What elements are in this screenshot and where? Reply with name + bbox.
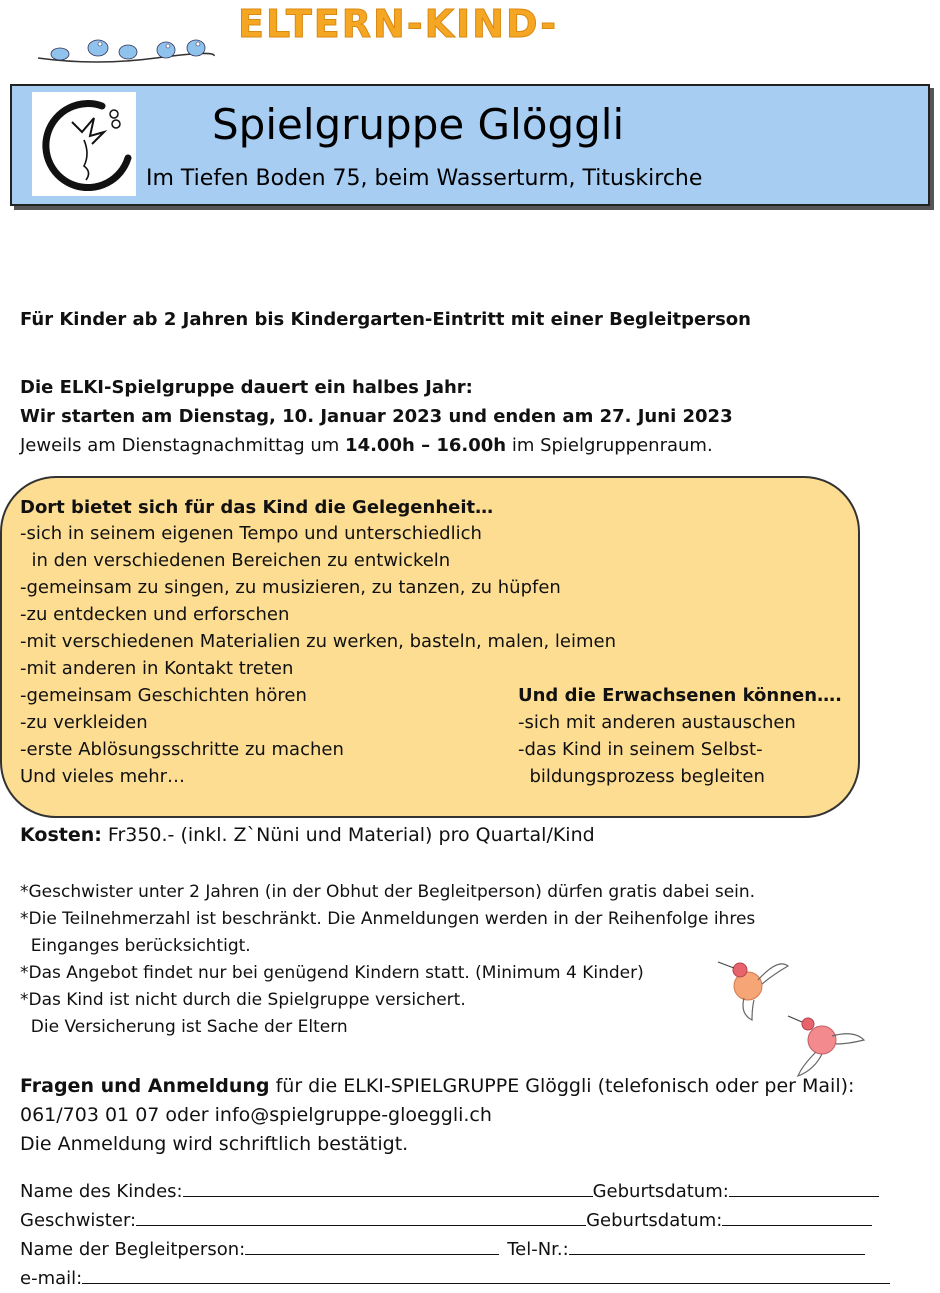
confirmation-text: Die Anmeldung wird schriftlich bestätigt. xyxy=(20,1133,409,1155)
child-item: -mit anderen in Kontakt treten xyxy=(20,658,294,679)
header-box xyxy=(10,84,930,206)
costs: Kosten: Fr350.- (inkl. Z`Nüni und Material) pro Quartal/Kind xyxy=(20,824,595,846)
note: *Das Kind ist nicht durch die Spielgruppe versichert. xyxy=(20,990,466,1010)
child-item: -mit verschiedenen Materialien zu werken, basteln, malen, leimen xyxy=(20,631,617,652)
note: Die Versicherung ist Sache der Eltern xyxy=(20,1017,348,1037)
child-item: in den verschiedenen Bereichen zu entwickeln xyxy=(20,550,451,571)
form-row-email xyxy=(20,1265,890,1293)
siblings-birthdate-field[interactable] xyxy=(722,1207,872,1226)
child-name-label: Name des Kindes: xyxy=(20,1181,183,1202)
logo xyxy=(32,92,136,196)
child-item: Und vieles mehr… xyxy=(20,766,186,787)
phone-label: Tel-Nr.: xyxy=(507,1239,569,1260)
birthdate-label: Geburtsdatum: xyxy=(592,1181,729,1202)
form-row-siblings xyxy=(20,1207,872,1235)
form-row-child xyxy=(20,1178,879,1206)
siblings-field[interactable] xyxy=(136,1207,586,1226)
email-field[interactable] xyxy=(82,1265,890,1284)
address: Im Tiefen Boden 75, beim Wasserturm, Tituskirche xyxy=(146,166,703,191)
note: *Geschwister unter 2 Jahren (in der Obhut der Begleitperson) dürfen gratis dabei sein. xyxy=(20,882,756,902)
email-label: e-mail: xyxy=(20,1268,83,1289)
contact-heading: Fragen und Anmeldung für die ELKI-SPIELGRUPPE Glöggli (telefonisch oder per Mail): xyxy=(20,1075,855,1097)
child-item: -gemeinsam zu singen, zu musizieren, zu tanzen, zu hüpfen xyxy=(20,577,561,598)
adult-item: -das Kind in seinem Selbst- xyxy=(518,739,763,760)
dates-text: Wir starten am Dienstag, 10. Januar 2023 und enden am 27. Juni 2023 xyxy=(20,406,733,427)
companion-label: Name der Begleitperson: xyxy=(20,1239,246,1260)
birthdate-field[interactable] xyxy=(729,1178,879,1197)
form-row-companion xyxy=(20,1236,865,1264)
child-item: -zu entdecken und erforschen xyxy=(20,604,290,625)
child-item: -sich in seinem eigenen Tempo und unterschiedlich xyxy=(20,523,482,544)
siblings-birthdate-label: Geburtsdatum: xyxy=(586,1210,723,1231)
bell-face-logo-icon xyxy=(32,92,136,196)
hummingbird-illustration xyxy=(782,1010,872,1080)
birds-on-branch-illustration xyxy=(36,30,216,76)
note: Einganges berücksichtigt. xyxy=(20,936,251,956)
schedule-text: Jeweils am Dienstagnachmittag um 14.00h – 16.00h im Spielgruppenraum. xyxy=(20,435,713,456)
note: *Die Teilnehmerzahl ist beschränkt. Die Anmeldungen werden in der Reihenfolge ihres xyxy=(20,909,756,929)
activities-heading: Dort bietet sich für das Kind die Gelegenheit… xyxy=(20,497,494,518)
adult-item: -sich mit anderen austauschen xyxy=(518,712,796,733)
adult-item: bildungsprozess begleiten xyxy=(518,766,765,787)
page-title: Spielgruppe Glöggli xyxy=(212,100,625,149)
child-item: -erste Ablösungsschritte zu machen xyxy=(20,739,344,760)
hummingbird-illustration xyxy=(700,952,790,1022)
banner-title: ELTERN-KIND- xyxy=(238,2,559,46)
siblings-label: Geschwister: xyxy=(20,1210,137,1231)
note: *Das Angebot findet nur bei genügend Kindern statt. (Minimum 4 Kinder) xyxy=(20,963,644,983)
phone-field[interactable] xyxy=(569,1236,865,1255)
duration-text: Die ELKI-Spielgruppe dauert ein halbes Jahr: xyxy=(20,377,473,398)
adult-heading: Und die Erwachsenen können…. xyxy=(518,685,842,706)
child-name-field[interactable] xyxy=(183,1178,593,1197)
contact-phone-mail: 061/703 01 07 oder info@spielgruppe-gloeggli.ch xyxy=(20,1104,492,1126)
child-item: -zu verkleiden xyxy=(20,712,148,733)
companion-field[interactable] xyxy=(245,1236,499,1255)
target-group: Für Kinder ab 2 Jahren bis Kindergarten-Eintritt mit einer Begleitperson xyxy=(20,309,751,330)
child-item: -gemeinsam Geschichten hören xyxy=(20,685,307,706)
